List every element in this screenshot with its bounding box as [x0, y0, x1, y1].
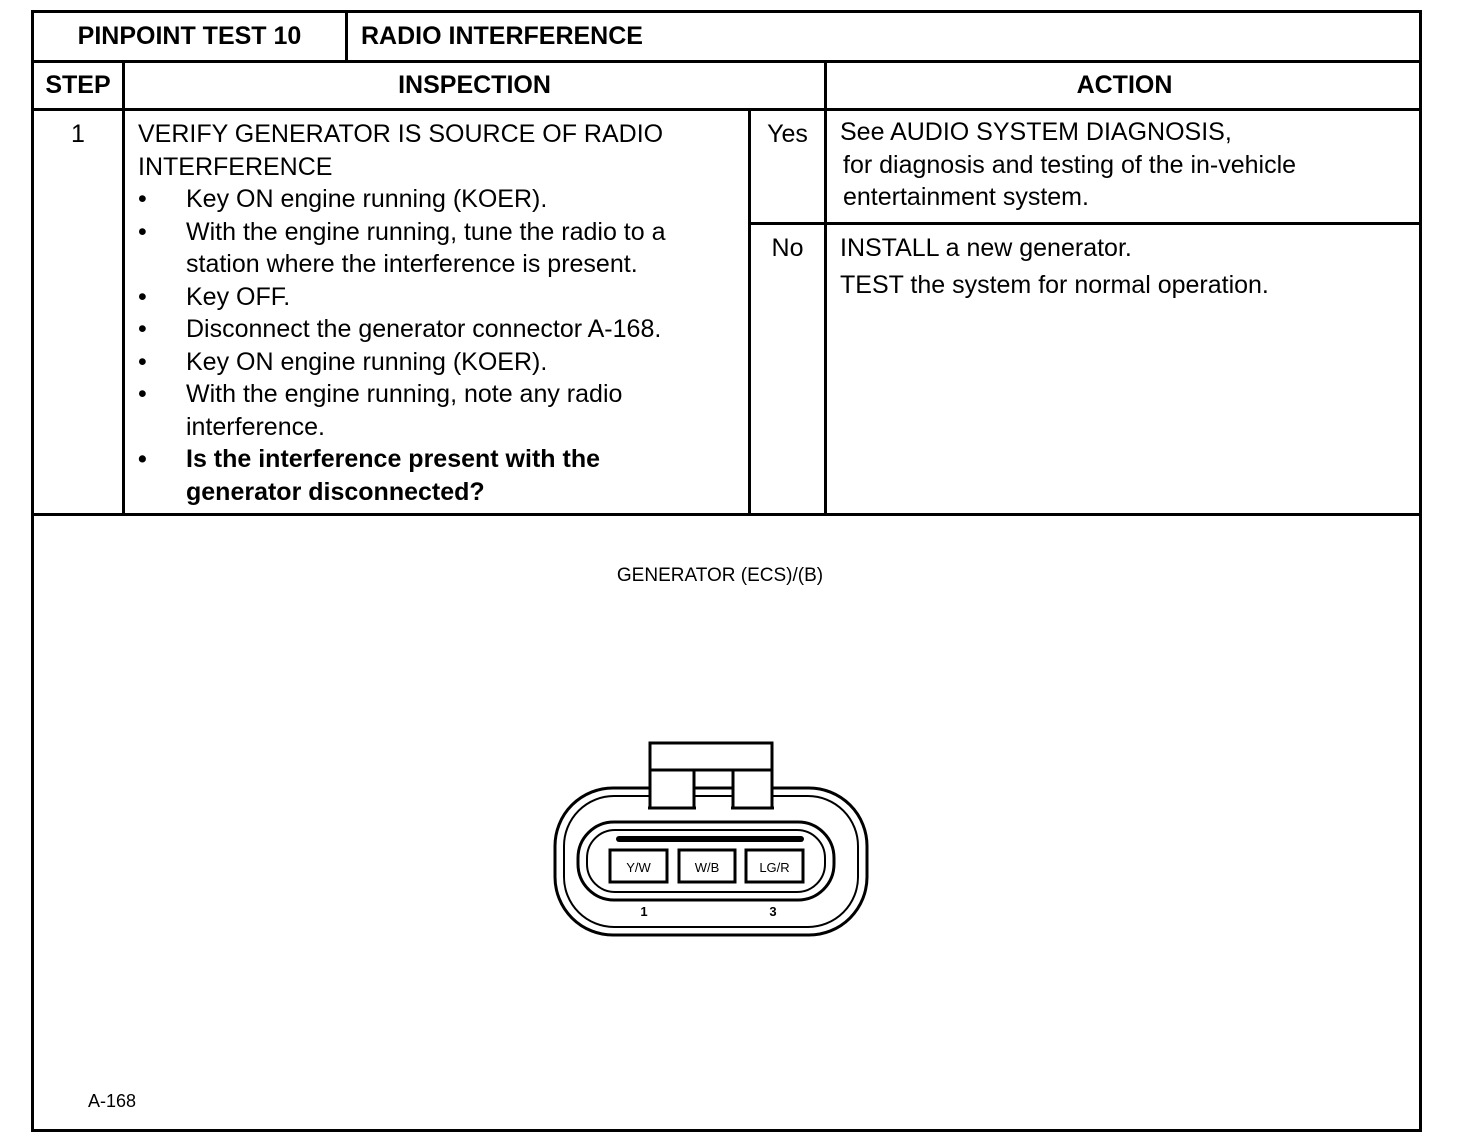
connector-latch-top	[650, 743, 772, 770]
yes-action	[840, 116, 1410, 214]
inspection-step: • Disconnect the generator connector A-168.	[138, 313, 738, 346]
no-action-test: TEST the system for normal operation.	[840, 270, 1269, 299]
no-action	[840, 232, 1410, 301]
connector-rib	[616, 836, 804, 842]
yes-no-divider	[748, 222, 1422, 225]
generator-connector-diagram	[540, 730, 880, 950]
test-title: RADIO INTERFERENCE	[361, 22, 643, 50]
table-bottom-divider	[31, 513, 1422, 516]
step-number: 1	[71, 120, 85, 148]
pin-number: 1	[640, 904, 648, 919]
inspection-step: • With the engine running, note any radio interference.	[138, 378, 738, 443]
column-header-action: ACTION	[1076, 71, 1173, 99]
step-column-divider	[122, 60, 125, 515]
inspection-step: • Key OFF.	[138, 281, 738, 314]
title-row-divider	[31, 60, 1422, 63]
yes-action-detail: for diagnosis and testing of the in-vehicle entertainment system.	[843, 150, 1297, 211]
no-label: No	[771, 234, 804, 262]
test-id: PINPOINT TEST 10	[77, 22, 302, 50]
connector-id: A-168	[88, 1091, 137, 1111]
column-header-step: STEP	[45, 71, 111, 99]
figure-caption: GENERATOR (ECS)/(B)	[616, 565, 824, 586]
inspection-steps	[138, 183, 738, 508]
pin-number: 3	[769, 904, 777, 919]
yes-label: Yes	[767, 120, 808, 148]
inspection-step: • Key ON engine running (KOER).	[138, 346, 738, 379]
column-header-divider	[31, 108, 1422, 111]
inspection-step: • With the engine running, tune the radio to a station where the interference is present.	[138, 216, 738, 281]
pin-label: Y/W	[626, 860, 651, 875]
inspection-step: • Key ON engine running (KOER).	[138, 183, 738, 216]
yes-action-prefix: See	[840, 118, 885, 146]
action-column-divider	[824, 60, 827, 515]
yes-action-reference: AUDIO SYSTEM DIAGNOSIS,	[890, 118, 1232, 146]
inspection-cell	[138, 118, 738, 508]
column-header-inspection: INSPECTION	[398, 71, 551, 99]
title-cell-divider	[345, 10, 348, 61]
inspection-question: • Is the interference present with the generator disconnected?	[138, 443, 738, 508]
no-action-install: INSTALL a new generator.	[840, 234, 1132, 262]
pin-label: W/B	[694, 860, 720, 875]
answer-column-divider	[748, 108, 751, 515]
inspection-heading: VERIFY GENERATOR IS SOURCE OF RADIO INTERFERENCE	[138, 120, 664, 181]
pin-label: LG/R	[759, 860, 790, 875]
